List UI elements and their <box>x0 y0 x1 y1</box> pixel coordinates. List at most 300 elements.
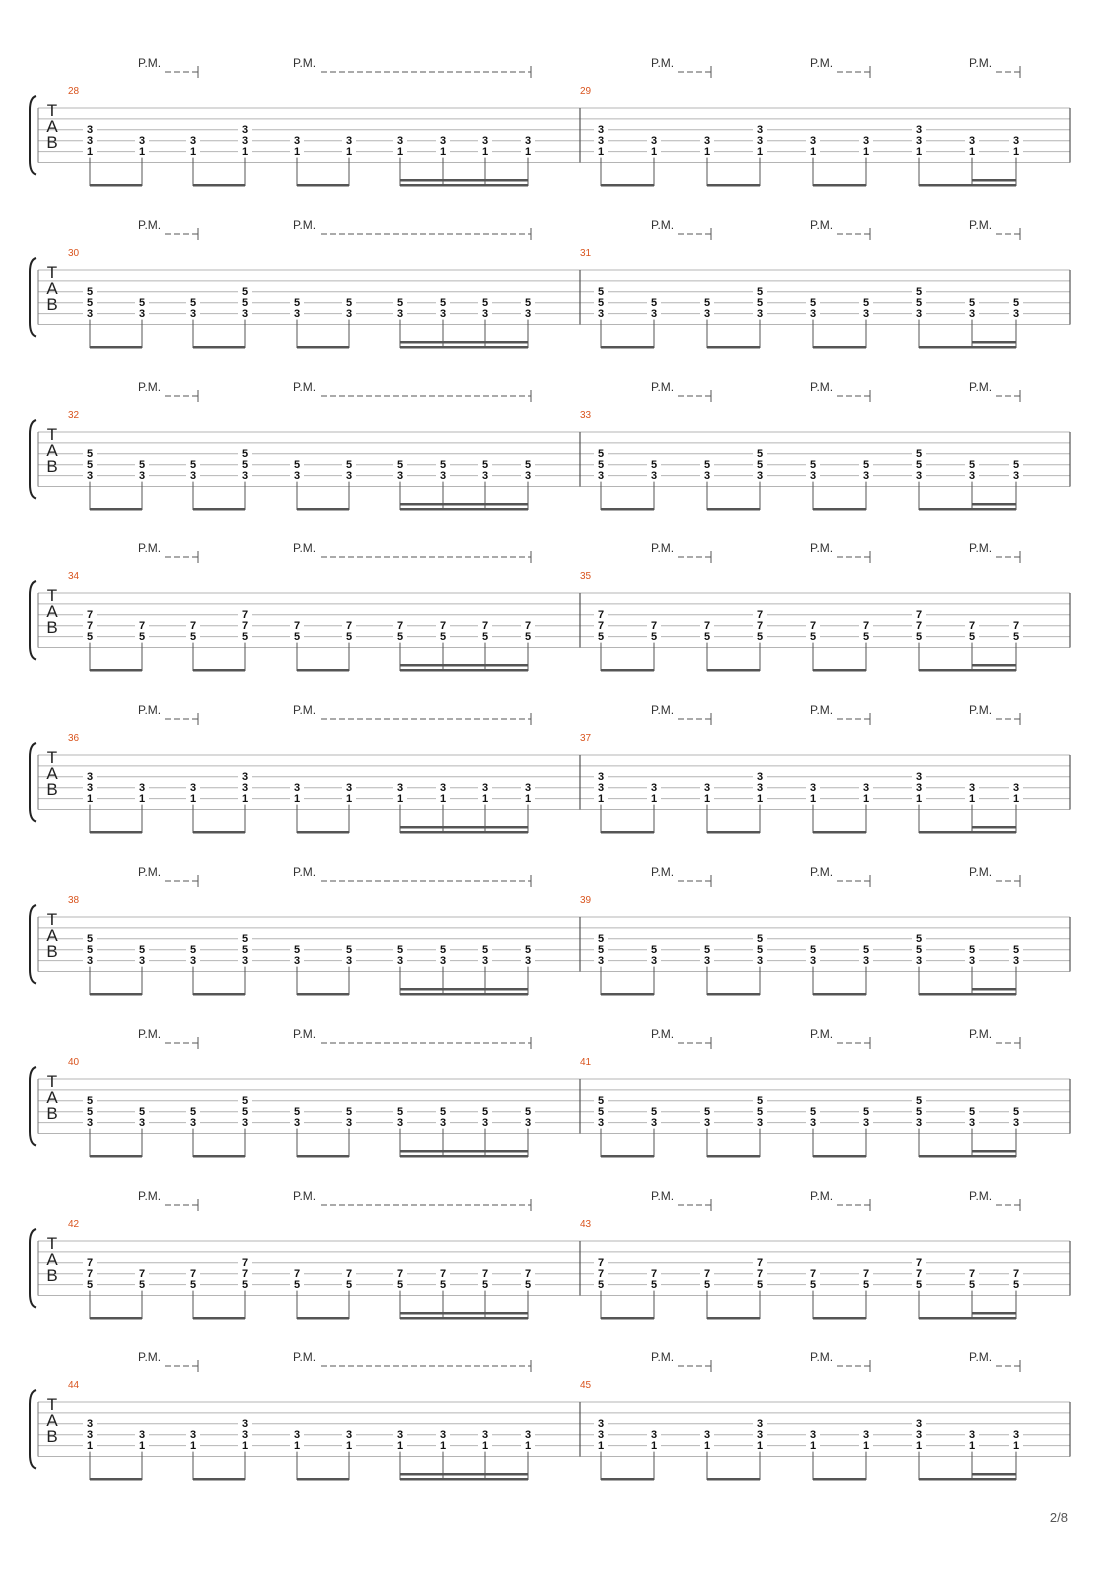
fret-number: 5 <box>912 287 926 297</box>
fret-number: 3 <box>186 471 200 481</box>
fret-number: 5 <box>594 1107 608 1117</box>
fret-number: 5 <box>859 1107 873 1117</box>
note-beam-secondary <box>972 341 1016 344</box>
fret-number: 3 <box>912 772 926 782</box>
fret-number: 1 <box>521 1441 535 1451</box>
fret-number: 3 <box>912 1430 926 1440</box>
note-beam <box>193 669 245 672</box>
palm-mute-label: P.M. <box>293 56 317 70</box>
fret-number: 3 <box>83 956 97 966</box>
fret-number: 5 <box>1009 298 1023 308</box>
fret-number: 1 <box>859 1441 873 1451</box>
staff-brace <box>30 1067 36 1146</box>
fret-number: 7 <box>753 621 767 631</box>
fret-number: 3 <box>594 125 608 135</box>
palm-mute-label: P.M. <box>293 1027 317 1041</box>
fret-number: 5 <box>594 449 608 459</box>
tab-system <box>0 52 1110 212</box>
fret-number: 5 <box>753 1280 767 1290</box>
fret-number: 5 <box>83 1096 97 1106</box>
fret-number: 5 <box>478 945 492 955</box>
fret-number: 7 <box>647 621 661 631</box>
fret-number: 5 <box>753 632 767 642</box>
note-beam <box>400 993 528 996</box>
fret-number: 5 <box>965 945 979 955</box>
fret-number: 3 <box>436 1118 450 1128</box>
fret-number: 5 <box>83 1107 97 1117</box>
fret-number: 5 <box>700 298 714 308</box>
fret-number: 5 <box>753 287 767 297</box>
palm-mute-label: P.M. <box>138 56 162 70</box>
fret-number: 3 <box>238 136 252 146</box>
fret-number: 5 <box>83 632 97 642</box>
fret-number: 1 <box>806 794 820 804</box>
fret-number: 5 <box>135 1107 149 1117</box>
note-beam <box>90 669 142 672</box>
fret-number: 3 <box>912 471 926 481</box>
fret-number: 5 <box>647 298 661 308</box>
fret-number: 3 <box>238 1419 252 1429</box>
fret-number: 1 <box>753 147 767 157</box>
fret-number: 5 <box>521 1107 535 1117</box>
tab-clef-letter-a: A <box>46 1088 58 1107</box>
fret-number: 1 <box>806 147 820 157</box>
note-beam <box>707 346 760 349</box>
tab-clef-letter-t: T <box>46 425 58 444</box>
fret-number: 3 <box>478 471 492 481</box>
note-beam <box>193 831 245 834</box>
fret-number: 1 <box>594 794 608 804</box>
fret-number: 3 <box>290 309 304 319</box>
fret-number: 3 <box>186 1430 200 1440</box>
note-beam-secondary <box>972 1312 1016 1315</box>
fret-number: 3 <box>1009 309 1023 319</box>
fret-number: 5 <box>135 460 149 470</box>
fret-number: 1 <box>594 1441 608 1451</box>
fret-number: 7 <box>753 1269 767 1279</box>
fret-number: 3 <box>859 1118 873 1128</box>
fret-number: 7 <box>238 1269 252 1279</box>
palm-mute-label: P.M. <box>138 1189 162 1203</box>
tab-clef-letter-b: B <box>46 457 58 476</box>
measure-number: 44 <box>68 1380 80 1391</box>
fret-number: 7 <box>753 1258 767 1268</box>
palm-mute-label: P.M. <box>293 541 317 555</box>
fret-number: 3 <box>700 136 714 146</box>
note-beam <box>601 346 654 349</box>
note-beam <box>707 1478 760 1481</box>
palm-mute-label: P.M. <box>293 703 317 717</box>
palm-mute-label: P.M. <box>810 541 834 555</box>
fret-number: 3 <box>700 471 714 481</box>
note-beam <box>601 1155 654 1158</box>
fret-number: 3 <box>647 471 661 481</box>
fret-number: 1 <box>436 1441 450 1451</box>
fret-number: 5 <box>647 632 661 642</box>
fret-number: 1 <box>478 794 492 804</box>
note-beam <box>707 993 760 996</box>
tab-clef-letter-b: B <box>46 618 58 637</box>
note-beam-secondary <box>400 1150 528 1153</box>
fret-number: 3 <box>393 471 407 481</box>
palm-mute-label: P.M. <box>810 865 834 879</box>
fret-number: 7 <box>912 1258 926 1268</box>
note-beam <box>90 831 142 834</box>
note-beam-secondary <box>972 1473 1016 1476</box>
fret-number: 3 <box>965 1118 979 1128</box>
fret-number: 3 <box>594 1118 608 1128</box>
note-beam <box>193 508 245 511</box>
note-beam <box>400 346 528 349</box>
fret-number: 5 <box>521 1280 535 1290</box>
fret-number: 5 <box>186 1280 200 1290</box>
fret-number: 5 <box>135 1280 149 1290</box>
measure-number: 32 <box>68 410 80 421</box>
palm-mute-label: P.M. <box>651 218 675 232</box>
staff-brace <box>30 258 36 337</box>
fret-number: 1 <box>647 794 661 804</box>
fret-number: 3 <box>1009 136 1023 146</box>
fret-number: 5 <box>806 298 820 308</box>
fret-number: 1 <box>342 794 356 804</box>
fret-number: 5 <box>436 298 450 308</box>
fret-number: 5 <box>1009 1280 1023 1290</box>
fret-number: 1 <box>83 1441 97 1451</box>
staff-brace <box>30 905 36 984</box>
tab-staff <box>0 537 1110 697</box>
fret-number: 5 <box>238 934 252 944</box>
fret-number: 3 <box>647 1430 661 1440</box>
fret-number: 3 <box>912 125 926 135</box>
tab-clef-letter-a: A <box>46 926 58 945</box>
measure-number: 40 <box>68 1057 80 1068</box>
fret-number: 5 <box>393 460 407 470</box>
fret-number: 5 <box>753 460 767 470</box>
fret-number: 3 <box>647 956 661 966</box>
tab-system <box>0 1185 1110 1345</box>
fret-number: 5 <box>238 287 252 297</box>
note-beam <box>972 831 1016 834</box>
fret-number: 5 <box>342 1280 356 1290</box>
fret-number: 3 <box>965 783 979 793</box>
fret-number: 3 <box>965 136 979 146</box>
fret-number: 7 <box>238 1258 252 1268</box>
fret-number: 5 <box>594 287 608 297</box>
fret-number: 3 <box>521 1430 535 1440</box>
fret-number: 3 <box>859 956 873 966</box>
fret-number: 1 <box>436 794 450 804</box>
note-beam <box>972 669 1016 672</box>
fret-number: 3 <box>478 309 492 319</box>
fret-number: 1 <box>912 1441 926 1451</box>
palm-mute-label: P.M. <box>138 865 162 879</box>
tab-clef-letter-b: B <box>46 780 58 799</box>
note-beam-secondary <box>400 1312 528 1315</box>
fret-number: 5 <box>965 298 979 308</box>
fret-number: 3 <box>594 783 608 793</box>
fret-number: 5 <box>290 298 304 308</box>
fret-number: 5 <box>135 298 149 308</box>
note-beam <box>400 1317 528 1320</box>
fret-number: 1 <box>436 147 450 157</box>
fret-number: 5 <box>186 632 200 642</box>
fret-number: 7 <box>594 621 608 631</box>
palm-mute-label: P.M. <box>293 218 317 232</box>
fret-number: 1 <box>700 1441 714 1451</box>
fret-number: 1 <box>753 1441 767 1451</box>
fret-number: 7 <box>83 610 97 620</box>
fret-number: 3 <box>393 136 407 146</box>
tab-clef-letter-a: A <box>46 602 58 621</box>
fret-number: 3 <box>83 471 97 481</box>
fret-number: 1 <box>806 1441 820 1451</box>
fret-number: 3 <box>238 783 252 793</box>
fret-number: 7 <box>594 1269 608 1279</box>
fret-number: 1 <box>1009 794 1023 804</box>
fret-number: 3 <box>753 136 767 146</box>
palm-mute-label: P.M. <box>969 1350 993 1364</box>
fret-number: 3 <box>753 772 767 782</box>
fret-number: 3 <box>83 136 97 146</box>
note-beam <box>813 669 866 672</box>
fret-number: 5 <box>753 934 767 944</box>
palm-mute-label: P.M. <box>138 1350 162 1364</box>
fret-number: 3 <box>290 136 304 146</box>
fret-number: 1 <box>478 1441 492 1451</box>
tab-clef-letter-b: B <box>46 133 58 152</box>
fret-number: 5 <box>859 298 873 308</box>
note-beam <box>297 508 349 511</box>
tab-system <box>0 1023 1110 1183</box>
note-beam-secondary <box>972 1150 1016 1153</box>
fret-number: 5 <box>186 298 200 308</box>
note-beam <box>297 831 349 834</box>
fret-number: 3 <box>393 956 407 966</box>
fret-number: 3 <box>436 309 450 319</box>
tab-clef-letter-t: T <box>46 101 58 120</box>
fret-number: 3 <box>478 1430 492 1440</box>
palm-mute-label: P.M. <box>969 541 993 555</box>
tab-clef-letter-a: A <box>46 117 58 136</box>
fret-number: 5 <box>647 1280 661 1290</box>
fret-number: 3 <box>135 309 149 319</box>
note-beam <box>707 1317 760 1320</box>
palm-mute-label: P.M. <box>651 56 675 70</box>
palm-mute-label: P.M. <box>969 56 993 70</box>
fret-number: 5 <box>393 1280 407 1290</box>
staff-brace <box>30 96 36 175</box>
fret-number: 5 <box>238 1280 252 1290</box>
fret-number: 3 <box>83 772 97 782</box>
fret-number: 5 <box>1009 1107 1023 1117</box>
fret-number: 5 <box>912 460 926 470</box>
fret-number: 3 <box>912 309 926 319</box>
palm-mute-label: P.M. <box>810 380 834 394</box>
measure-number: 36 <box>68 733 80 744</box>
tab-staff <box>0 699 1110 859</box>
tab-system <box>0 537 1110 697</box>
fret-number: 7 <box>965 1269 979 1279</box>
fret-number: 3 <box>594 471 608 481</box>
fret-number: 7 <box>135 1269 149 1279</box>
fret-number: 3 <box>594 1430 608 1440</box>
fret-number: 5 <box>859 945 873 955</box>
fret-number: 5 <box>1009 632 1023 642</box>
note-beam <box>601 831 654 834</box>
palm-mute-label: P.M. <box>138 703 162 717</box>
fret-number: 7 <box>1009 1269 1023 1279</box>
fret-number: 1 <box>290 794 304 804</box>
fret-number: 5 <box>83 934 97 944</box>
note-beam <box>601 1317 654 1320</box>
fret-number: 3 <box>238 956 252 966</box>
note-beam <box>707 184 760 187</box>
fret-number: 5 <box>912 1107 926 1117</box>
fret-number: 5 <box>753 945 767 955</box>
fret-number: 3 <box>342 956 356 966</box>
palm-mute-label: P.M. <box>969 865 993 879</box>
fret-number: 5 <box>700 460 714 470</box>
fret-number: 5 <box>753 1096 767 1106</box>
note-beam <box>972 508 1016 511</box>
fret-number: 3 <box>700 1118 714 1128</box>
fret-number: 5 <box>186 945 200 955</box>
fret-number: 3 <box>290 783 304 793</box>
fret-number: 3 <box>700 309 714 319</box>
note-beam <box>813 993 866 996</box>
fret-number: 3 <box>753 1430 767 1440</box>
fret-number: 3 <box>753 309 767 319</box>
fret-number: 7 <box>521 621 535 631</box>
fret-number: 3 <box>342 783 356 793</box>
fret-number: 3 <box>753 783 767 793</box>
tab-staff <box>0 214 1110 374</box>
measure-number: 38 <box>68 895 80 906</box>
tab-clef-letter-b: B <box>46 1266 58 1285</box>
fret-number: 7 <box>965 621 979 631</box>
tab-clef-letter-a: A <box>46 279 58 298</box>
fret-number: 1 <box>965 147 979 157</box>
fret-number: 5 <box>594 945 608 955</box>
fret-number: 3 <box>806 136 820 146</box>
fret-number: 3 <box>753 1419 767 1429</box>
fret-number: 1 <box>393 794 407 804</box>
fret-number: 3 <box>186 136 200 146</box>
fret-number: 5 <box>342 945 356 955</box>
fret-number: 3 <box>436 136 450 146</box>
fret-number: 7 <box>290 1269 304 1279</box>
fret-number: 3 <box>753 1118 767 1128</box>
fret-number: 7 <box>238 610 252 620</box>
note-beam <box>972 1478 1016 1481</box>
fret-number: 5 <box>83 449 97 459</box>
measure-number: 39 <box>580 895 592 906</box>
fret-number: 3 <box>342 1118 356 1128</box>
note-beam <box>90 508 142 511</box>
fret-number: 3 <box>700 783 714 793</box>
fret-number: 3 <box>806 471 820 481</box>
fret-number: 3 <box>478 136 492 146</box>
fret-number: 5 <box>342 632 356 642</box>
measure-number: 29 <box>580 86 592 97</box>
fret-number: 3 <box>521 136 535 146</box>
fret-number: 5 <box>478 298 492 308</box>
note-beam <box>813 1478 866 1481</box>
fret-number: 5 <box>859 460 873 470</box>
palm-mute-label: P.M. <box>810 1189 834 1203</box>
tab-system <box>0 376 1110 536</box>
staff-brace <box>30 581 36 660</box>
fret-number: 7 <box>135 621 149 631</box>
fret-number: 1 <box>342 1441 356 1451</box>
fret-number: 7 <box>859 621 873 631</box>
fret-number: 5 <box>393 632 407 642</box>
note-beam <box>297 184 349 187</box>
tab-staff <box>0 1023 1110 1183</box>
fret-number: 3 <box>521 471 535 481</box>
note-beam <box>601 184 654 187</box>
fret-number: 3 <box>135 1430 149 1440</box>
palm-mute-label: P.M. <box>651 541 675 555</box>
tab-clef-letter-a: A <box>46 764 58 783</box>
fret-number: 3 <box>521 309 535 319</box>
note-beam <box>601 669 654 672</box>
note-beam <box>813 831 866 834</box>
fret-number: 5 <box>521 460 535 470</box>
fret-number: 3 <box>436 471 450 481</box>
note-beam <box>297 1155 349 1158</box>
note-beam <box>193 346 245 349</box>
fret-number: 5 <box>912 449 926 459</box>
measure-number: 43 <box>580 1219 592 1230</box>
tab-staff <box>0 861 1110 1021</box>
note-beam-secondary <box>400 664 528 667</box>
fret-number: 1 <box>521 794 535 804</box>
fret-number: 3 <box>238 1118 252 1128</box>
fret-number: 7 <box>436 1269 450 1279</box>
fret-number: 3 <box>342 1430 356 1440</box>
tab-system <box>0 861 1110 1021</box>
palm-mute-label: P.M. <box>810 1350 834 1364</box>
fret-number: 5 <box>238 1096 252 1106</box>
fret-number: 3 <box>290 1430 304 1440</box>
fret-number: 3 <box>753 956 767 966</box>
fret-number: 3 <box>859 783 873 793</box>
fret-number: 5 <box>478 1107 492 1117</box>
fret-number: 5 <box>1009 945 1023 955</box>
tab-clef-letter-t: T <box>46 263 58 282</box>
palm-mute-label: P.M. <box>293 1189 317 1203</box>
fret-number: 3 <box>912 1419 926 1429</box>
palm-mute-label: P.M. <box>810 703 834 717</box>
note-beam <box>972 346 1016 349</box>
measure-number: 30 <box>68 248 80 259</box>
fret-number: 3 <box>83 783 97 793</box>
fret-number: 1 <box>135 147 149 157</box>
fret-number: 7 <box>478 621 492 631</box>
fret-number: 3 <box>594 309 608 319</box>
fret-number: 3 <box>290 1118 304 1128</box>
fret-number: 7 <box>393 621 407 631</box>
fret-number: 3 <box>912 783 926 793</box>
note-beam <box>707 669 760 672</box>
fret-number: 5 <box>912 632 926 642</box>
fret-number: 5 <box>521 945 535 955</box>
fret-number: 3 <box>238 309 252 319</box>
fret-number: 3 <box>965 309 979 319</box>
fret-number: 5 <box>393 298 407 308</box>
measure-number: 33 <box>580 410 592 421</box>
